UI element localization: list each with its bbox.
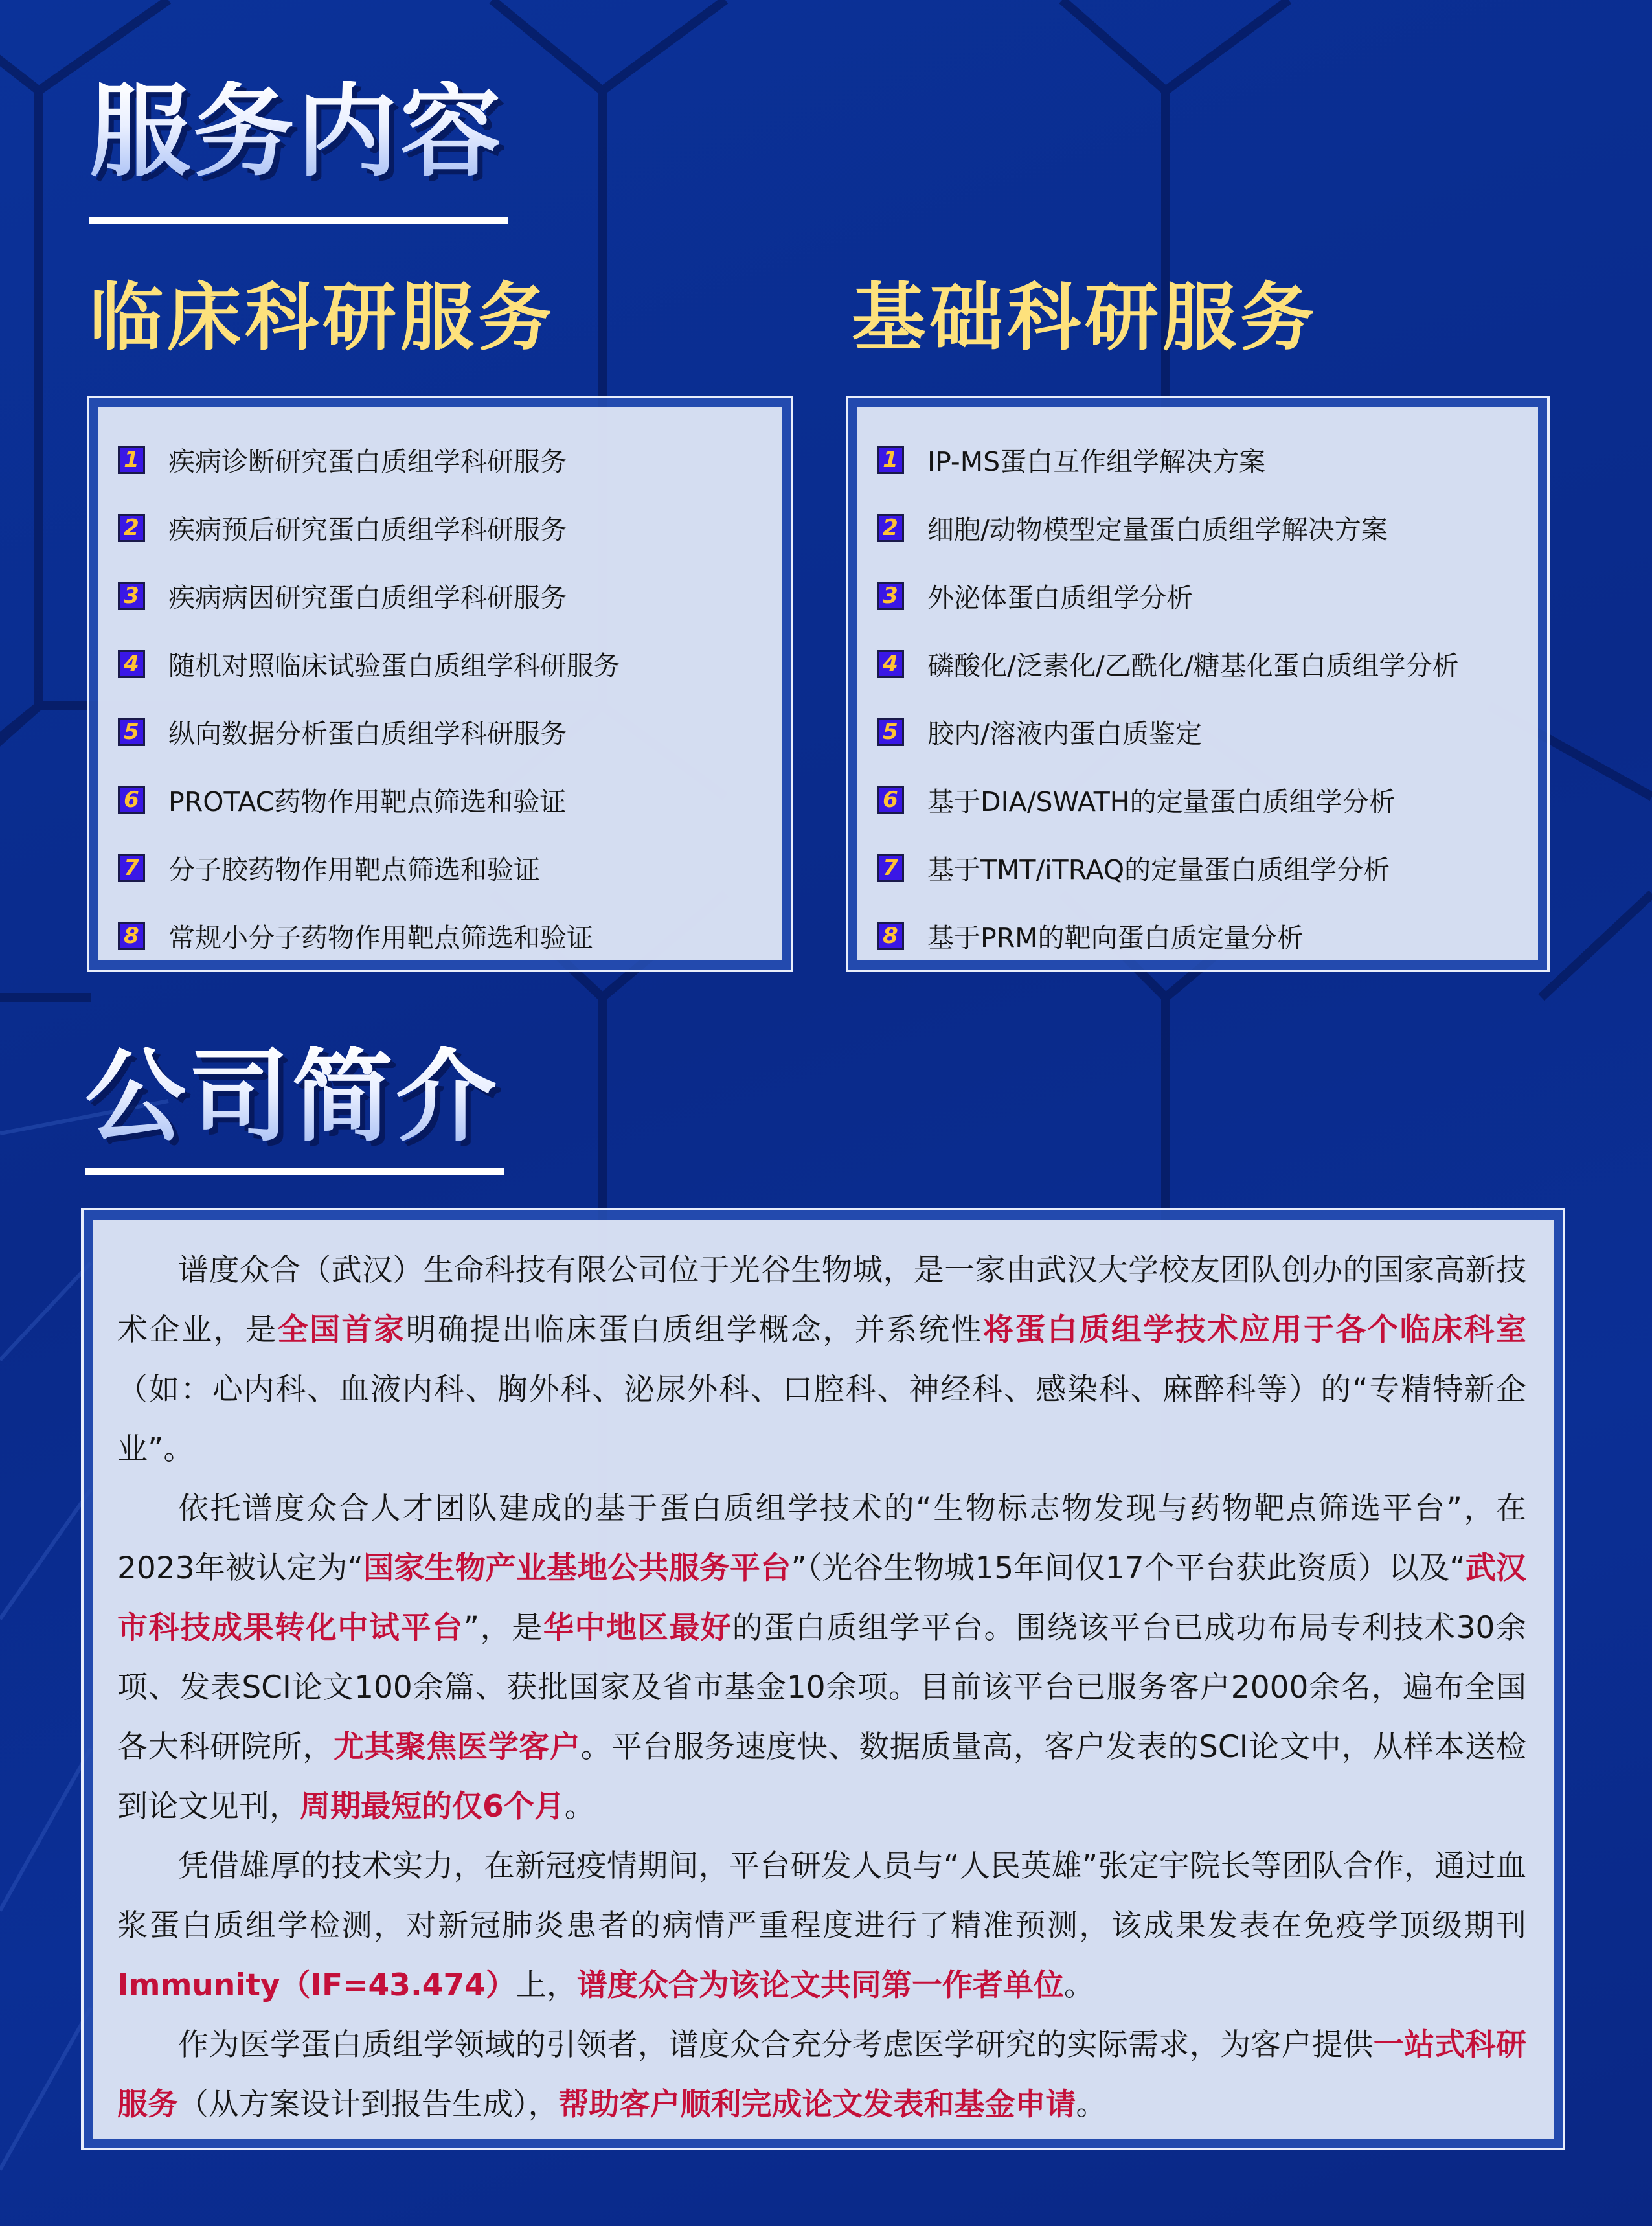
paragraph-text: 上，	[515, 1968, 577, 2003]
service-list-item	[118, 426, 782, 494]
number-badge-icon: 6	[877, 786, 904, 814]
paragraph-text: ”，是	[463, 1610, 543, 1646]
highlighted-text: 华中地区最好	[543, 1610, 732, 1646]
number-badge-icon: 8	[118, 922, 145, 950]
service-item-label: 磷酸化/泛素化/乙酰化/糖基化蛋白质组学分析	[927, 650, 1459, 681]
services-title: 服务内容	[89, 73, 504, 190]
paragraph-text: 依托谱度众合人才团队建成的基于蛋白质组学技术的“生物标志物发现与药物靶点筛选平台”，在2023年被认定为“	[117, 1491, 1526, 1586]
intro-paragraph	[117, 1241, 1526, 1479]
paragraph-text: 。	[1063, 1968, 1094, 2003]
number-badge-icon: 6	[118, 786, 145, 814]
service-item-label: 外泌体蛋白质组学分析	[927, 582, 1193, 613]
intro-paragraph	[117, 2016, 1526, 2135]
company-title-underline	[85, 1168, 504, 1175]
service-list-item	[118, 630, 782, 698]
number-badge-icon: 2	[118, 514, 145, 542]
service-item-label: 分子胶药物作用靶点筛选和验证	[168, 854, 540, 885]
paragraph-text: ”（光谷生物城15年间仅17个平台获此资质）以及“	[791, 1550, 1465, 1586]
service-list-item	[118, 766, 782, 834]
service-item-label: 基于TMT/iTRAQ的定量蛋白质组学分析	[927, 854, 1390, 885]
service-item-label: 细胞/动物模型定量蛋白质组学解决方案	[927, 514, 1388, 545]
company-intro-panel	[81, 1208, 1565, 2150]
service-list-item	[118, 834, 782, 902]
service-item-label: IP-MS蛋白互作组学解决方案	[927, 446, 1266, 477]
service-list-item	[877, 766, 1538, 834]
number-badge-icon: 7	[877, 854, 904, 882]
services-title-underline	[89, 217, 508, 224]
service-item-label: 疾病诊断研究蛋白质组学科研服务	[168, 446, 567, 477]
service-item-label: 常规小分子药物作用靶点筛选和验证	[168, 922, 593, 953]
paragraph-text: 谱度众合（武汉）生命科技有限公司位于光谷生物城，是一家由武汉大学校友团队创办的国家高新技术企业，是	[117, 1253, 1526, 1348]
service-item-label: PROTAC药物作用靶点筛选和验证	[168, 786, 567, 817]
number-badge-icon: 4	[118, 650, 145, 678]
number-badge-icon: 2	[877, 514, 904, 542]
basic-services-list	[877, 407, 1538, 970]
paragraph-text: （如：心内科、血液内科、胸外科、泌尿外科、口腔科、神经科、感染科、麻醉科等）的“专精特新企业”。	[117, 1372, 1526, 1467]
service-list-item	[877, 494, 1538, 562]
service-item-label: 基于PRM的靶向蛋白质定量分析	[927, 922, 1304, 953]
highlighted-text: 尤其聚焦医学客户	[334, 1729, 581, 1765]
highlighted-text: 国家生物产业基地公共服务平台	[363, 1550, 791, 1586]
number-badge-icon: 1	[877, 446, 904, 474]
number-badge-icon: 1	[118, 446, 145, 474]
service-item-label: 纵向数据分析蛋白质组学科研服务	[168, 718, 567, 749]
highlighted-text: 谱度众合为该论文共同第一作者单位	[576, 1968, 1064, 2003]
service-item-label: 随机对照临床试验蛋白质组学科研服务	[168, 650, 620, 681]
service-item-label: 胶内/溶液内蛋白质鉴定	[927, 718, 1202, 749]
number-badge-icon: 4	[877, 650, 904, 678]
service-item-label: 疾病预后研究蛋白质组学科研服务	[168, 514, 567, 545]
service-list-item	[877, 698, 1538, 766]
service-item-label: 疾病病因研究蛋白质组学科研服务	[168, 582, 567, 613]
service-list-item	[118, 562, 782, 630]
number-badge-icon: 3	[877, 582, 904, 610]
service-item-label: 基于DIA/SWATH的定量蛋白质组学分析	[927, 786, 1396, 817]
service-list-item	[877, 562, 1538, 630]
intro-paragraph	[117, 1837, 1526, 2016]
highlighted-text: 一站式科研服务	[117, 2027, 1527, 2122]
number-badge-icon: 7	[118, 854, 145, 882]
service-list-item	[877, 426, 1538, 494]
paragraph-text: 作为医学蛋白质组学领域的引领者，谱度众合充分考虑医学研究的实际需求，为客户提供	[178, 2027, 1374, 2063]
service-list-item	[118, 698, 782, 766]
service-list-item	[877, 902, 1538, 970]
highlighted-text: 周期最短的仅6个月	[300, 1789, 565, 1824]
basic-services-panel	[846, 396, 1550, 972]
paragraph-text: 。平台服务速度快、数据质量高，客户发表的SCI论文中，从样本送检到论文见刊，	[117, 1729, 1527, 1824]
number-badge-icon: 8	[877, 922, 904, 950]
paragraph-text: 。	[1076, 2087, 1107, 2122]
highlighted-text: 帮助客户顺利完成论文发表和基金申请	[558, 2087, 1076, 2122]
number-badge-icon: 3	[118, 582, 145, 610]
intro-paragraph	[117, 1479, 1526, 1837]
paragraph-text: 。	[564, 1789, 595, 1824]
paragraph-text: 凭借雄厚的技术实力，在新冠疫情期间，平台研发人员与“人民英雄”张定宇院长等团队合作，通过血浆蛋白质组学检测，对新冠肺炎患者的病情严重程度进行了精准预测，该成果发表在免疫学顶级期刊	[117, 1848, 1526, 1944]
highlighted-text: 将蛋白质组学技术应用于各个临床科室	[982, 1312, 1527, 1348]
highlighted-text: Immunity（IF=43.474）	[117, 1968, 516, 2003]
company-intro-body	[93, 1220, 1554, 2139]
number-badge-icon: 5	[118, 718, 145, 746]
service-list-item	[118, 902, 782, 970]
paragraph-text: 的蛋白质组学平台。围绕该平台已成功布局专利技术30余项、发表SCI论文100余篇、获批国家及省市基金10余项。目前该平台已服务客户2000余名，遍布全国各大科研院所，	[117, 1610, 1527, 1765]
clinical-services-list	[118, 407, 782, 970]
clinical-services-heading: 临床科研服务	[89, 275, 556, 361]
paragraph-text: 明确提出临床蛋白质组学概念，并系统性	[405, 1312, 983, 1348]
company-intro-title: 公司简介	[85, 1038, 499, 1155]
service-list-item	[118, 494, 782, 562]
highlighted-text: 武汉市科技成果转化中试平台	[117, 1550, 1527, 1646]
paragraph-text: （从方案设计到报告生成），	[178, 2087, 559, 2122]
number-badge-icon: 5	[877, 718, 904, 746]
highlighted-text: 全国首家	[277, 1312, 406, 1348]
service-list-item	[877, 630, 1538, 698]
service-list-item	[877, 834, 1538, 902]
clinical-services-panel	[87, 396, 793, 972]
basic-services-heading: 基础科研服务	[852, 275, 1318, 361]
